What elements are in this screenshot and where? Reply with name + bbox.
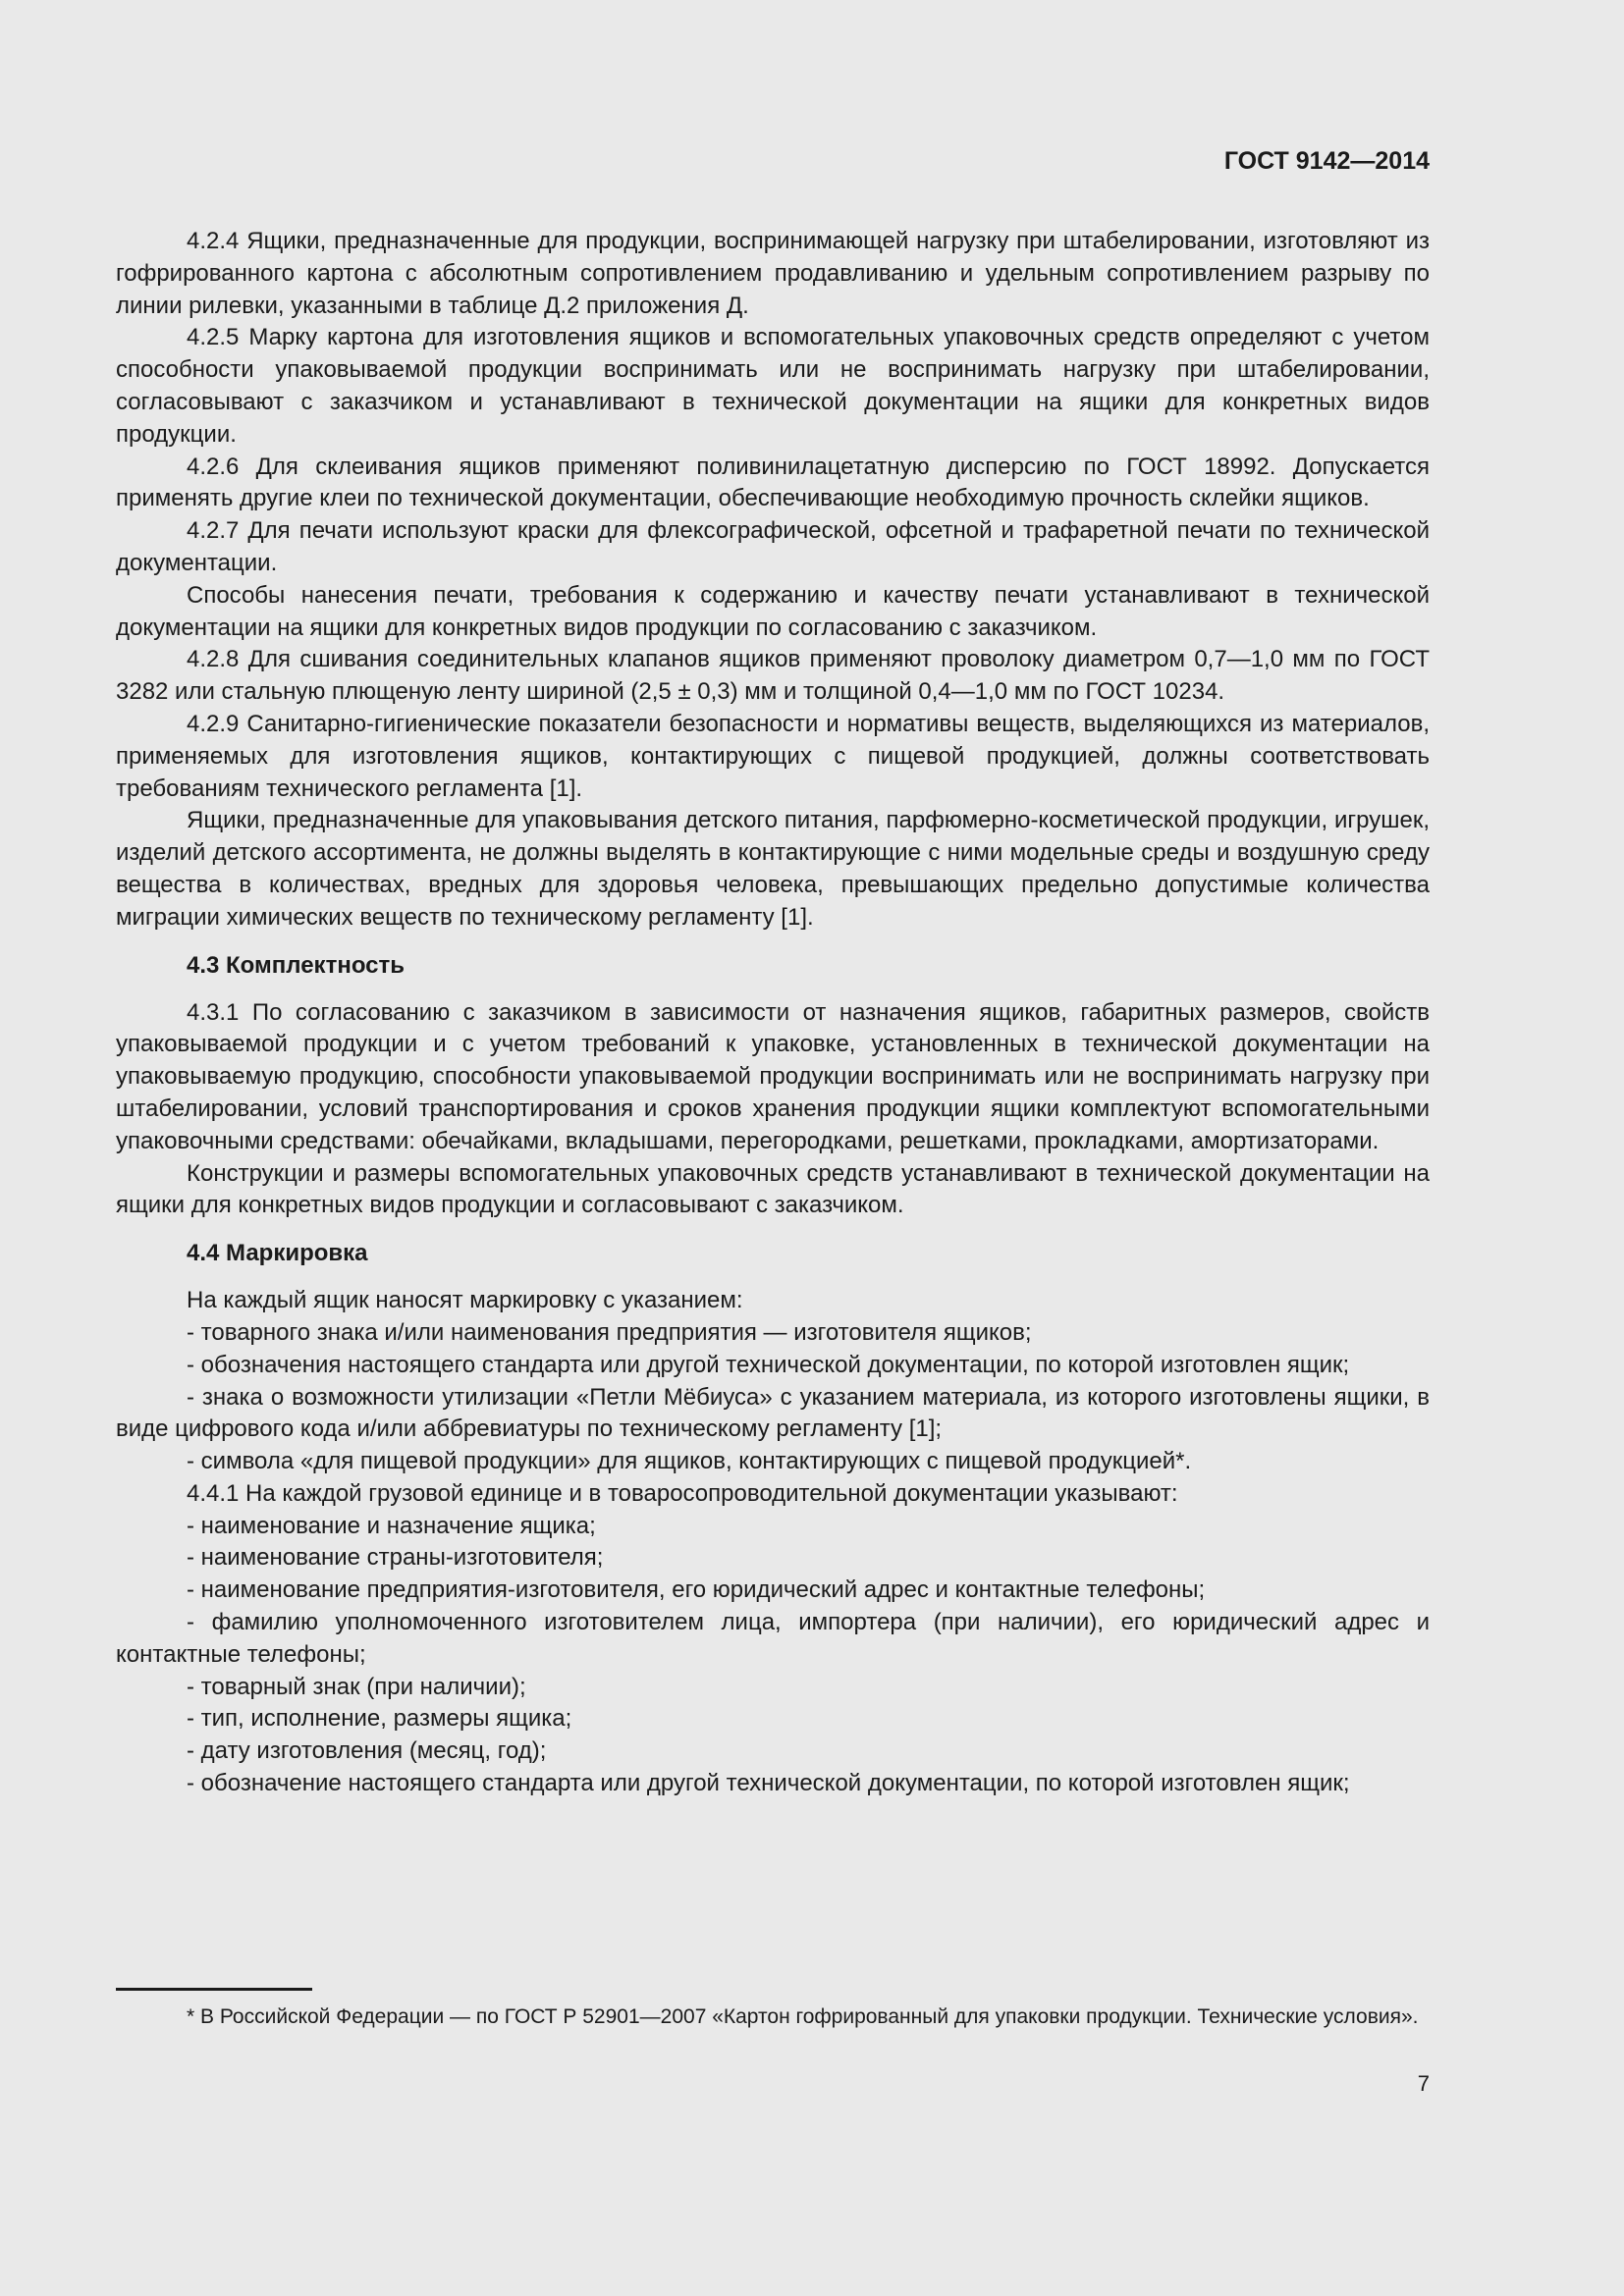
list-item: - обозначение настоящего стандарта или другой технической документации, по которой изготовлен ящик; <box>187 1770 1350 1797</box>
paragraph: Способы нанесения печати, требования к содержанию и качеству печати устанавливают в технической документации на ящики для конкретных видов продукции по согласованию с заказчиком. <box>116 581 1430 641</box>
footnote: * В Российской Федерации — по ГОСТ Р 52901—2007 «Картон гофрированный для упаковки продукции. Технические условия». <box>187 2005 1419 2028</box>
footnote-separator <box>116 1988 312 1991</box>
list-item: - тип, исполнение, размеры ящика; <box>187 1705 572 1733</box>
list-item: - наименование предприятия-изготовителя, его юридический адрес и контактные телефоны; <box>187 1576 1206 1604</box>
paragraph: 4.2.9 Санитарно-гигиенические показатели безопасности и нормативы веществ, выделяющихся из материалов, применяемых для изготовления ящиков, контактирующих с пищевой продукцией, должны соответствовать требованиям технического регламента [1]. <box>116 710 1430 802</box>
paragraph: 4.3.1 По согласованию с заказчиком в зависимости от назначения ящиков, габаритных размеров, свойств упаковываемой продукции и с учетом требований к упаковке, установленных в технической документации на упаковываемую продукцию, способности упаковываемой продукции воспринимать или не воспринимать нагрузку при штабелировании, условий транспортирования и сроков хранения продукции ящики комплектуют вспомогательными упаковочными средствами: обечайками, вкладышами, перегородками, решетками, прокладками, амортизаторами. <box>116 998 1430 1154</box>
section-heading-marking: 4.4 Маркировка <box>187 1240 368 1267</box>
list-item: - товарного знака и/или наименования предприятия — изготовителя ящиков; <box>187 1318 1032 1346</box>
list-item: - товарный знак (при наличии); <box>187 1673 526 1700</box>
list-item: - символа «для пищевой продукции» для ящиков, контактирующих с пищевой продукцией*. <box>187 1448 1192 1475</box>
list-item: - обозначения настоящего стандарта или другой технической документации, по которой изготовлен ящик; <box>187 1351 1350 1378</box>
paragraph: Конструкции и размеры вспомогательных упаковочных средств устанавливают в технической документации на ящики для конкретных видов продукции и согласовывают с заказчиком. <box>116 1159 1430 1219</box>
page-number: 7 <box>1417 2071 1430 2096</box>
paragraph: 4.4.1 На каждой грузовой единице и в товаросопроводительной документации указывают: <box>187 1479 1178 1507</box>
list-item: - наименование и назначение ящика; <box>187 1512 596 1539</box>
paragraph: На каждый ящик наносят маркировку с указанием: <box>187 1287 743 1314</box>
paragraph: 4.2.8 Для сшивания соединительных клапанов ящиков применяют проволоку диаметром 0,7—1,0 мм по ГОСТ 3282 или стальную плющеную ленту шириной (2,5 ± 0,3) мм и толщиной 0,4—1,0 мм по ГОСТ 10234. <box>116 646 1430 706</box>
paragraph: 4.2.6 Для склеивания ящиков применяют поливинилацетатную дисперсию по ГОСТ 18992. Допускается применять другие клеи по технической документации, обеспечивающие необходимую прочность склейки ящиков. <box>116 453 1430 512</box>
list-item: - фамилию уполномоченного изготовителем лица, импортера (при наличии), его юридический адрес и контактные телефоны; <box>116 1609 1430 1668</box>
list-item: - знака о возможности утилизации «Петли Мёбиуса» с указанием материала, из которого изготовлены ящики, в виде цифрового кода и/или аббревиатуры по техническому регламенту [1]; <box>116 1383 1430 1443</box>
paragraph: 4.2.5 Марку картона для изготовления ящиков и вспомогательных упаковочных средств определяют с учетом способности упаковываемой продукции воспринимать или не воспринимать нагрузку при штабелировании, согласовывают с заказчиком и устанавливают в технической документации на ящики для конкретных видов продукции. <box>116 324 1430 448</box>
paragraph: Ящики, предназначенные для упаковывания детского питания, парфюмерно-косметической продукции, игрушек, изделий детского ассортимента, не должны выделять в контактирующие с ними модельные среды и воздушную среду вещества в количествах, вредных для здоровья человека, превышающих предельно допустимые количества миграции химических веществ по техническому регламенту [1]. <box>116 807 1430 931</box>
standard-code-header: ГОСТ 9142—2014 <box>1223 147 1430 175</box>
paragraph: 4.2.7 Для печати используют краски для флексографической, офсетной и трафаретной печати по технической документации. <box>116 517 1430 576</box>
paragraph: 4.2.4 Ящики, предназначенные для продукции, воспринимающей нагрузку при штабелировании, изготовляют из гофрированного картона с абсолютным сопротивлением продавливанию и удельным сопротивлением разрыву по линии рилевки, указанными в таблице Д.2 приложения Д. <box>116 228 1430 319</box>
list-item: - наименование страны-изготовителя; <box>187 1544 604 1572</box>
section-heading-completeness: 4.3 Комплектность <box>187 951 406 979</box>
list-item: - дату изготовления (месяц, год); <box>187 1737 547 1765</box>
document-body <box>116 226 1430 1800</box>
